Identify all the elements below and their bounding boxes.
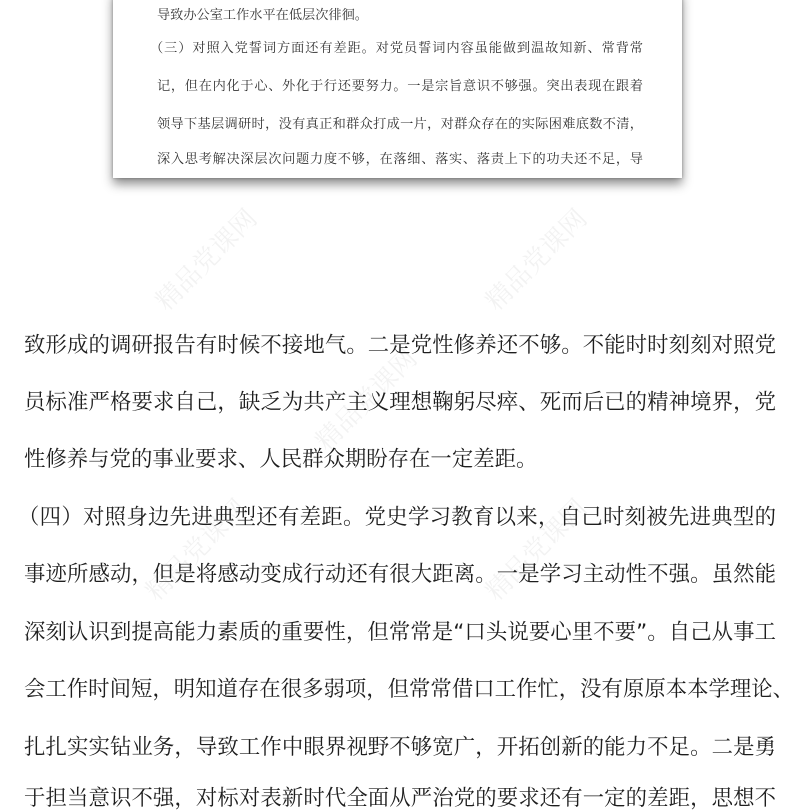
body-line: 员标准严格要求自己，缺乏为共产主义理想鞠躬尽瘁、死而后已的精神境界，党 [24,390,776,415]
watermark: 精品党课网 [310,343,424,457]
body-line: 事迹所感动，但是将感动变成行动还有很大距离。一是学习主动性不强。虽然能 [24,562,776,587]
body-line: 深刻认识到提高能力素质的重要性，但常常是“口头说要心里不要”。自己从事工 [24,620,776,645]
preview-line: 领导下基层调研时，没有真正和群众打成一片，对群众存在的实际困难底数不清， [157,117,643,132]
watermark: 精品党课网 [150,203,264,317]
watermark: 精品党课网 [140,493,254,607]
preview-line: 导致办公室工作水平在低层次徘徊。 [157,8,368,23]
body-line: 性修养与党的事业要求、人民群众期盼存在一定差距。 [24,447,538,472]
body-line: 于担当意识不强，对标对表新时代全面从严治党的要求还有一定的差距，思想不 [24,786,776,811]
watermark: 精品党课网 [480,493,594,607]
body-line: （四）对照身边先进典型还有差距。党史学习教育以来，自己时刻被先进典型的 [18,505,776,530]
preview-line: 记，但在内化于心、外化于行还要努力。一是宗旨意识不够强。突出表现在跟着 [157,79,643,94]
watermark: 精品党课网 [480,203,594,317]
body-line: 致形成的调研报告有时候不接地气。二是党性修养还不够。不能时时刻刻对照党 [24,333,776,358]
preview-line: 深入思考解决深层次问题力度不够，在落细、落实、落责上下的功夫还不足，导 [157,152,643,167]
body-line: 扎扎实实钻业务，导致工作中眼界视野不够宽广，开拓创新的能力不足。二是勇 [24,735,776,760]
preview-line: （三）对照入党誓词方面还有差距。对党员誓词内容虽能做到温故知新、常背常 [150,41,643,56]
document-preview-card [113,0,682,178]
body-line: 会工作时间短，明知道存在很多弱项，但常常借口工作忙，没有原原本本学理论、 [24,677,795,702]
